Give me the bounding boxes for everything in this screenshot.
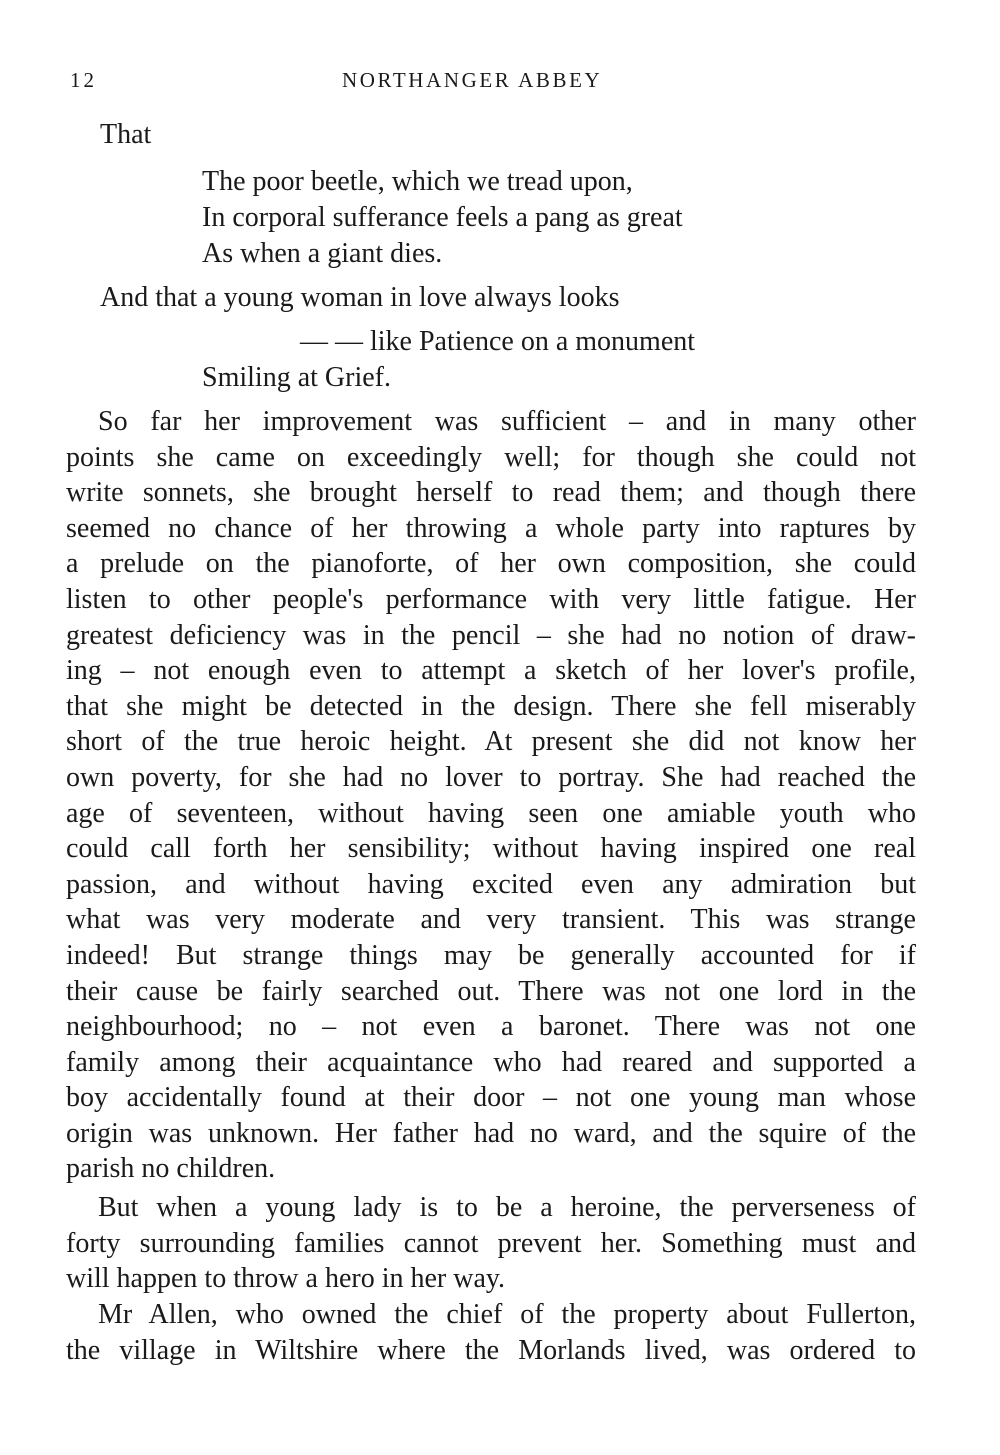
- text-line: points she came on exceedingly well; for though she could not: [66, 441, 916, 473]
- text-line: That: [100, 119, 152, 150]
- text-line: their cause be fairly searched out. There was not one lord in the: [66, 975, 916, 1007]
- text-line: So far her improvement was sufficient – and in many other: [98, 406, 916, 437]
- text-line: And that a young woman in love always looks: [100, 282, 620, 313]
- text-line: passion, and without having excited even any admiration but: [66, 868, 916, 900]
- text-line: greatest deficiency was in the pencil – she had no notion of draw-: [66, 619, 916, 651]
- text-line: But when a young lady is to be a heroine, the perverseness of: [98, 1192, 916, 1223]
- verse-line: — — like Patience on a monument: [300, 326, 696, 357]
- text-line: parish no children.: [66, 1153, 276, 1185]
- text-line: indeed! But strange things may be generally accounted for if: [66, 939, 916, 971]
- paragraph-mr-allen: [66, 1297, 916, 1368]
- text-line: family among their acquaintance who had reared and supported a: [66, 1046, 916, 1078]
- text-line: own poverty, for she had no lover to portray. She had reached the: [66, 761, 916, 793]
- text-line: neighbourhood; no – not even a baronet. There was not one: [66, 1011, 916, 1043]
- paragraph-heroine: [66, 1190, 916, 1297]
- verse-line: The poor beetle, which we tread upon,: [202, 166, 633, 197]
- verse-quote-patience: [300, 324, 1000, 360]
- paragraph-improvement: [66, 404, 916, 1187]
- verse-line: In corporal sufferance feels a pang as great: [202, 202, 683, 233]
- text-line: boy accidentally found at their door – not one young man whose: [66, 1082, 916, 1114]
- connecting-line: [100, 280, 950, 316]
- verse-line: As when a giant dies.: [202, 238, 443, 269]
- text-line: that she might be detected in the design. There she fell miserably: [66, 690, 916, 722]
- verse-quote-beetle: [202, 164, 1000, 272]
- intro-line: [100, 117, 950, 153]
- text-line: will happen to throw a hero in her way.: [66, 1263, 506, 1295]
- verse-quote-patience-cont: [202, 360, 1000, 396]
- text-line: seemed no chance of her throwing a whole party into raptures by: [66, 512, 916, 544]
- text-line: listen to other people's performance with very little fatigue. Her: [66, 583, 916, 615]
- text-line: Mr Allen, who owned the chief of the property about Fullerton,: [98, 1299, 916, 1330]
- text-line: age of seventeen, without having seen one amiable youth who: [66, 797, 916, 829]
- text-line: forty surrounding families cannot prevent her. Something must and: [66, 1227, 916, 1259]
- text-line: the village in Wiltshire where the Morlands lived, was ordered to: [66, 1334, 916, 1366]
- text-line: a prelude on the pianoforte, of her own composition, she could: [66, 548, 916, 580]
- page-number: 12: [70, 68, 97, 92]
- text-line: what was very moderate and very transient. This was strange: [66, 904, 916, 936]
- text-line: origin was unknown. Her father had no ward, and the squire of the: [66, 1117, 916, 1149]
- text-line: write sonnets, she brought herself to read them; and though there: [66, 477, 916, 509]
- text-line: ing – not enough even to attempt a sketch of her lover's profile,: [66, 655, 916, 687]
- page-header: [70, 68, 920, 98]
- text-line: short of the true heroic height. At present she did not know her: [66, 726, 916, 758]
- verse-line: Smiling at Grief.: [202, 362, 391, 393]
- text-line: could call forth her sensibility; without having inspired one real: [66, 833, 916, 865]
- running-title: NORTHANGER ABBEY: [342, 68, 603, 92]
